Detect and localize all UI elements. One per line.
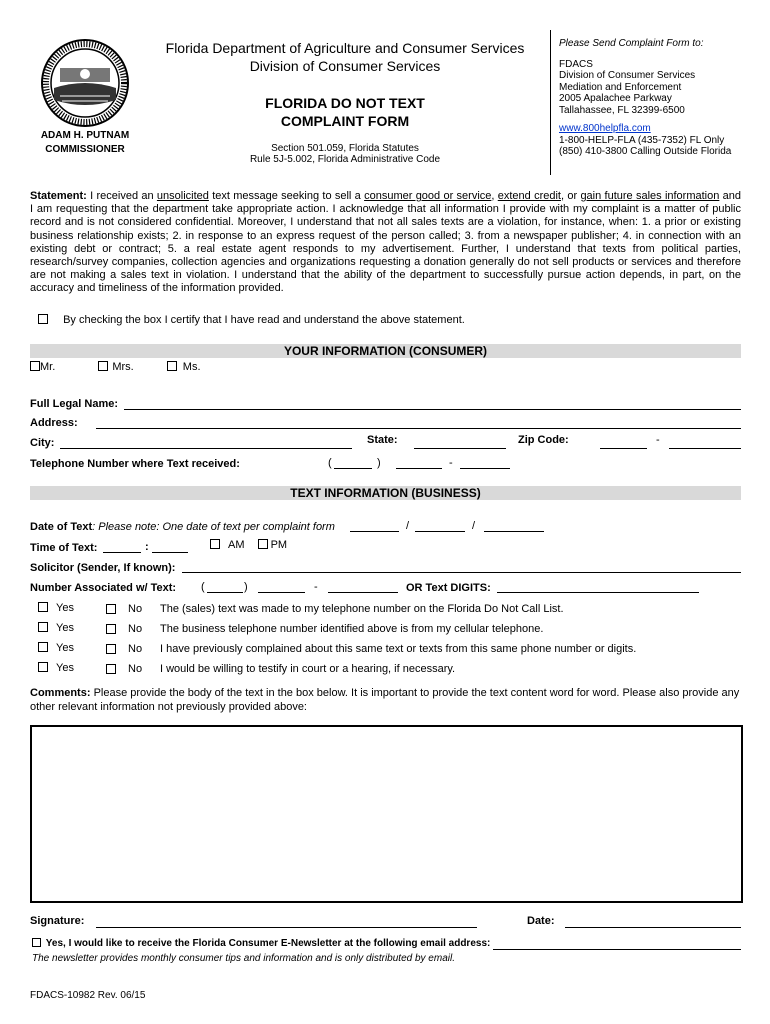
send-to-line: Division of Consumer Services xyxy=(559,70,696,81)
consumer-section-header: YOUR INFORMATION (CONSUMER) xyxy=(30,344,741,358)
number-line-field[interactable] xyxy=(328,580,398,593)
ms-checkbox[interactable] xyxy=(167,361,177,371)
time-hour-field[interactable] xyxy=(103,540,141,553)
state-label: State: xyxy=(367,434,398,446)
date-note: : Please note: One date of text per complaint form xyxy=(92,521,335,533)
comments-label: Comments: xyxy=(30,687,91,699)
am-pm-row xyxy=(210,539,287,551)
phone-area-field[interactable] xyxy=(334,456,372,469)
state-field[interactable] xyxy=(414,435,506,449)
question-row xyxy=(38,662,738,682)
form-id: FDACS-10982 Rev. 06/15 xyxy=(30,990,146,1001)
no-checkbox[interactable] xyxy=(106,644,116,654)
send-to-line: Tallahassee, FL 32399-6500 xyxy=(559,104,685,116)
am-checkbox[interactable] xyxy=(210,539,220,549)
date-slash: / xyxy=(472,520,476,532)
newsletter-checkbox[interactable] xyxy=(32,938,41,947)
number-prefix-field[interactable] xyxy=(258,580,305,593)
question-text: The business telephone number identified above is from my cellular telephone. xyxy=(160,623,544,635)
yes-label: Yes xyxy=(56,662,74,674)
send-to-line: FDACS xyxy=(559,58,593,70)
website-link[interactable]: www.800helpfla.com xyxy=(559,123,651,134)
ms-label: Ms. xyxy=(182,361,201,373)
question-row xyxy=(38,642,738,662)
solicitor-field[interactable] xyxy=(182,560,741,573)
no-label: No xyxy=(128,663,143,675)
full-name-field[interactable] xyxy=(124,396,741,410)
division-name: Division of Consumer Services xyxy=(249,58,441,74)
rule-ref: Rule 5J-5.002, Florida Administrative Code xyxy=(249,154,441,165)
mrs-checkbox[interactable] xyxy=(98,361,108,371)
number-dash: - xyxy=(314,581,318,593)
business-section-header: TEXT INFORMATION (BUSINESS) xyxy=(30,486,741,500)
phone-line-field[interactable] xyxy=(460,456,510,469)
question-row xyxy=(38,602,738,622)
question-text: I have previously complained about this same text or texts from this same phone number or digits. xyxy=(160,643,637,655)
yes-label: Yes xyxy=(56,602,74,614)
newsletter-text: Yes, I would like to receive the Florida Consumer E-Newsletter at the following email address: xyxy=(45,938,491,949)
yes-label: Yes xyxy=(56,642,74,654)
send-to-line: 2005 Apalachee Parkway xyxy=(559,93,672,104)
date-signed-field[interactable] xyxy=(565,914,741,928)
phone-close-paren: ) xyxy=(377,457,381,469)
number-open-paren: ( xyxy=(201,581,205,593)
phone-open-paren: ( xyxy=(328,457,332,469)
time-colon: : xyxy=(145,541,149,553)
number-close-paren: ) xyxy=(244,581,248,593)
date-of-text-row xyxy=(30,521,335,533)
form-title-2: COMPLAINT FORM xyxy=(280,113,410,129)
yes-no-questions xyxy=(38,602,738,682)
no-checkbox[interactable] xyxy=(106,604,116,614)
newsletter-note: The newsletter provides monthly consumer tips and information and is only distributed by email. xyxy=(32,953,455,964)
signature-field[interactable] xyxy=(96,914,477,928)
text-digits-label: OR Text DIGITS: xyxy=(406,582,491,594)
department-seal xyxy=(40,38,130,128)
comments-instructions: Comments: Please provide the body of the text in the box below. It is important to provide the text content word for word. Please also provide any other relevant information not previously provided above: xyxy=(30,687,740,713)
phone-line: 1-800-HELP-FLA (435-7352) FL Only xyxy=(559,134,725,146)
question-text: I would be willing to testify in court or a hearing, if necessary. xyxy=(160,663,456,675)
time-label: Time of Text: xyxy=(30,542,98,554)
number-area-field[interactable] xyxy=(207,580,243,593)
certify-row xyxy=(38,314,465,326)
send-to-line: Mediation and Enforcement xyxy=(559,81,682,93)
date-label: Date of Text xyxy=(30,521,93,533)
phone-dash: - xyxy=(449,457,453,469)
city-field[interactable] xyxy=(60,435,352,449)
address-field[interactable] xyxy=(96,415,741,429)
date-slash: / xyxy=(406,520,410,532)
send-to-box xyxy=(550,30,745,175)
city-label: City: xyxy=(30,437,55,449)
phone-line: (850) 410-3800 Calling Outside Florida xyxy=(559,146,732,157)
no-label: No xyxy=(128,643,143,655)
salutation-row xyxy=(30,361,201,373)
mr-checkbox[interactable] xyxy=(30,361,40,371)
date-signed-label: Date: xyxy=(527,915,555,927)
date-year-field[interactable] xyxy=(484,519,544,532)
full-name-label: Full Legal Name: xyxy=(30,398,119,410)
date-day-field[interactable] xyxy=(415,519,465,532)
question-text: The (sales) text was made to my telephone number on the Florida Do Not Call List. xyxy=(160,603,564,615)
send-to-heading: Please Send Complaint Form to: xyxy=(559,38,704,49)
mr-label: Mr. xyxy=(40,361,56,373)
date-month-field[interactable] xyxy=(350,519,399,532)
yes-checkbox[interactable] xyxy=(38,622,48,632)
solicitor-label: Solicitor (Sender, If known): xyxy=(30,562,176,574)
pm-label: PM xyxy=(270,539,288,551)
zip-dash: - xyxy=(656,434,660,446)
yes-label: Yes xyxy=(56,622,74,634)
text-digits-field[interactable] xyxy=(497,580,699,593)
statement-label: Statement: xyxy=(30,190,87,202)
certify-text: By checking the box I certify that I have read and understand the above statement. xyxy=(63,314,465,326)
zip-field[interactable] xyxy=(600,435,647,449)
am-label: AM xyxy=(228,539,245,551)
certify-checkbox[interactable] xyxy=(38,314,48,324)
no-checkbox[interactable] xyxy=(106,664,116,674)
address-label: Address: xyxy=(30,417,78,429)
signature-label: Signature: xyxy=(30,915,85,927)
commissioner-title: COMMISSIONER xyxy=(45,144,125,155)
statement-paragraph: Statement: I received an unsolicited text message seeking to sell a consumer good or service, extend credit, or gain future sales information and I am requesting that the department take appropriate action. I acknowledge that all information I provide with my complaint is a matter of public record and is not considered confidential. Moreover, I understand that not all sales texts are a violation, for instance, when: 1. a prior or existing business relationship exists; 2. in response to an express request of the person called; 3. from a newspaper publisher; 4. in connection with an existing debt or contract; 5. a real estate agent responds to my advertisement. Further, I understand that texts from political parties, research/survey companies, collection agencies and organizations requesting a donation generally do not sell products or services and therefore are not making a sales text in violation. I understand that the ability of the department to successfully pursue action depends, in part, on the accuracy and timeliness of the information provided. xyxy=(30,190,742,295)
yes-checkbox[interactable] xyxy=(38,602,48,612)
mrs-label: Mrs. xyxy=(112,361,134,373)
department-name: Florida Department of Agriculture and Consumer Services xyxy=(165,40,525,56)
time-minute-field[interactable] xyxy=(152,540,188,553)
form-title: FLORIDA DO NOT TEXT xyxy=(265,95,425,111)
pm-checkbox[interactable] xyxy=(258,539,268,549)
phone-prefix-field[interactable] xyxy=(396,456,442,469)
question-row xyxy=(38,622,738,642)
zip-ext-field[interactable] xyxy=(669,435,741,449)
statute-ref: Section 501.059, Florida Statutes xyxy=(271,143,419,154)
comments-textarea[interactable] xyxy=(30,725,743,903)
no-label: No xyxy=(128,623,143,635)
yes-checkbox[interactable] xyxy=(38,662,48,672)
no-label: No xyxy=(128,603,143,615)
newsletter-email-field[interactable] xyxy=(493,937,741,950)
zip-label: Zip Code: xyxy=(518,434,569,446)
newsletter-row xyxy=(32,938,490,949)
yes-checkbox[interactable] xyxy=(38,642,48,652)
telephone-label: Telephone Number where Text received: xyxy=(30,458,240,470)
no-checkbox[interactable] xyxy=(106,624,116,634)
commissioner-name: ADAM H. PUTNAM xyxy=(40,130,130,141)
number-associated-label: Number Associated w/ Text: xyxy=(30,582,177,594)
